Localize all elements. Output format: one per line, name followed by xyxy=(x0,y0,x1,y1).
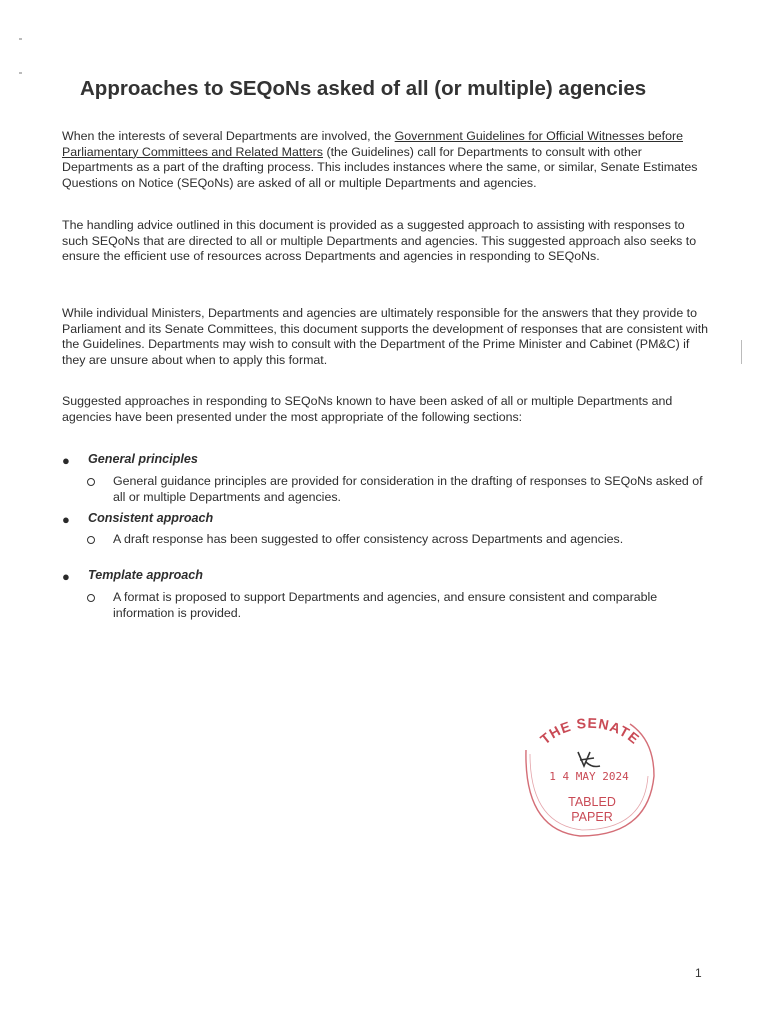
paragraph-responsibility: While individual Ministers, Departments and agencies are ultimately responsible for the answers that they provide to Parliament and its Senate Committees, this document supports the development of responses that are consistent with the Guidelines. Departments may wish to consult with the Department of the Prime Minister and Cabinet (PM&C) if they are unsure about when to apply this format. xyxy=(62,306,709,367)
section-title-template: Template approach xyxy=(88,568,204,582)
sub-bullet-icon xyxy=(87,594,95,602)
bullet-icon: ● xyxy=(62,453,70,468)
bullet-icon: ● xyxy=(62,512,70,527)
bullet-icon: ● xyxy=(62,569,70,584)
stamp-date: 1 4 MAY 2024 xyxy=(549,770,629,783)
initials-signature xyxy=(578,752,600,767)
stamp-top-text: THE SENATE xyxy=(537,714,643,748)
paragraph-text: When the interests of several Departments are involved, the xyxy=(62,129,395,143)
scan-mark xyxy=(19,72,22,74)
guidelines-reference: Government Guidelines for Official Witnesses before Parliamentary Committees and Related Matters xyxy=(62,129,683,159)
sub-bullet-icon xyxy=(87,478,95,486)
section-detail-general: General guidance principles are provided for consideration in the drafting of responses to SEQoNs asked of all or multiple Departments and agencies. xyxy=(113,474,703,504)
paragraph-text: (the Guidelines) call for Departments to consult with other Departments as a part of the drafting process. This includes instances where the same, or similar, Senate Estimates Questions on Notice (SEQoNs) are asked of all or multiple Departments and agencies. xyxy=(62,144,698,190)
page-number: 1 xyxy=(695,966,702,980)
sub-bullet-icon xyxy=(87,536,95,544)
section-detail-consistent: A draft response has been suggested to offer consistency across Departments and agencies. xyxy=(113,532,624,546)
stamp-line-2: PAPER xyxy=(571,810,613,824)
scan-mark xyxy=(19,38,22,40)
senate-tabled-paper-stamp xyxy=(520,712,658,840)
section-title-general: General principles xyxy=(88,452,198,466)
section-title-consistent: Consistent approach xyxy=(88,511,214,525)
paragraph-handling-advice: The handling advice outlined in this document is provided as a suggested approach to assisting with responses to such SEQoNs that are directed to all or multiple Departments and agencies. This suggested approach also seeks to ensure the efficient use of resources across Departments and agencies in responding to SEQoNs. xyxy=(62,218,697,264)
paragraph-guidelines xyxy=(62,129,712,191)
scan-mark xyxy=(741,340,742,364)
page-title: Approaches to SEQoNs asked of all (or multiple) agencies xyxy=(80,77,647,100)
section-detail-template: A format is proposed to support Departments and agencies, and ensure consistent and comparable information is provided. xyxy=(113,590,658,620)
stamp-line-1: TABLED xyxy=(568,795,616,809)
paragraph-sections-intro: Suggested approaches in responding to SEQoNs known to have been asked of all or multiple Departments and agencies have been presented under the most appropriate of the following sections: xyxy=(62,394,673,424)
